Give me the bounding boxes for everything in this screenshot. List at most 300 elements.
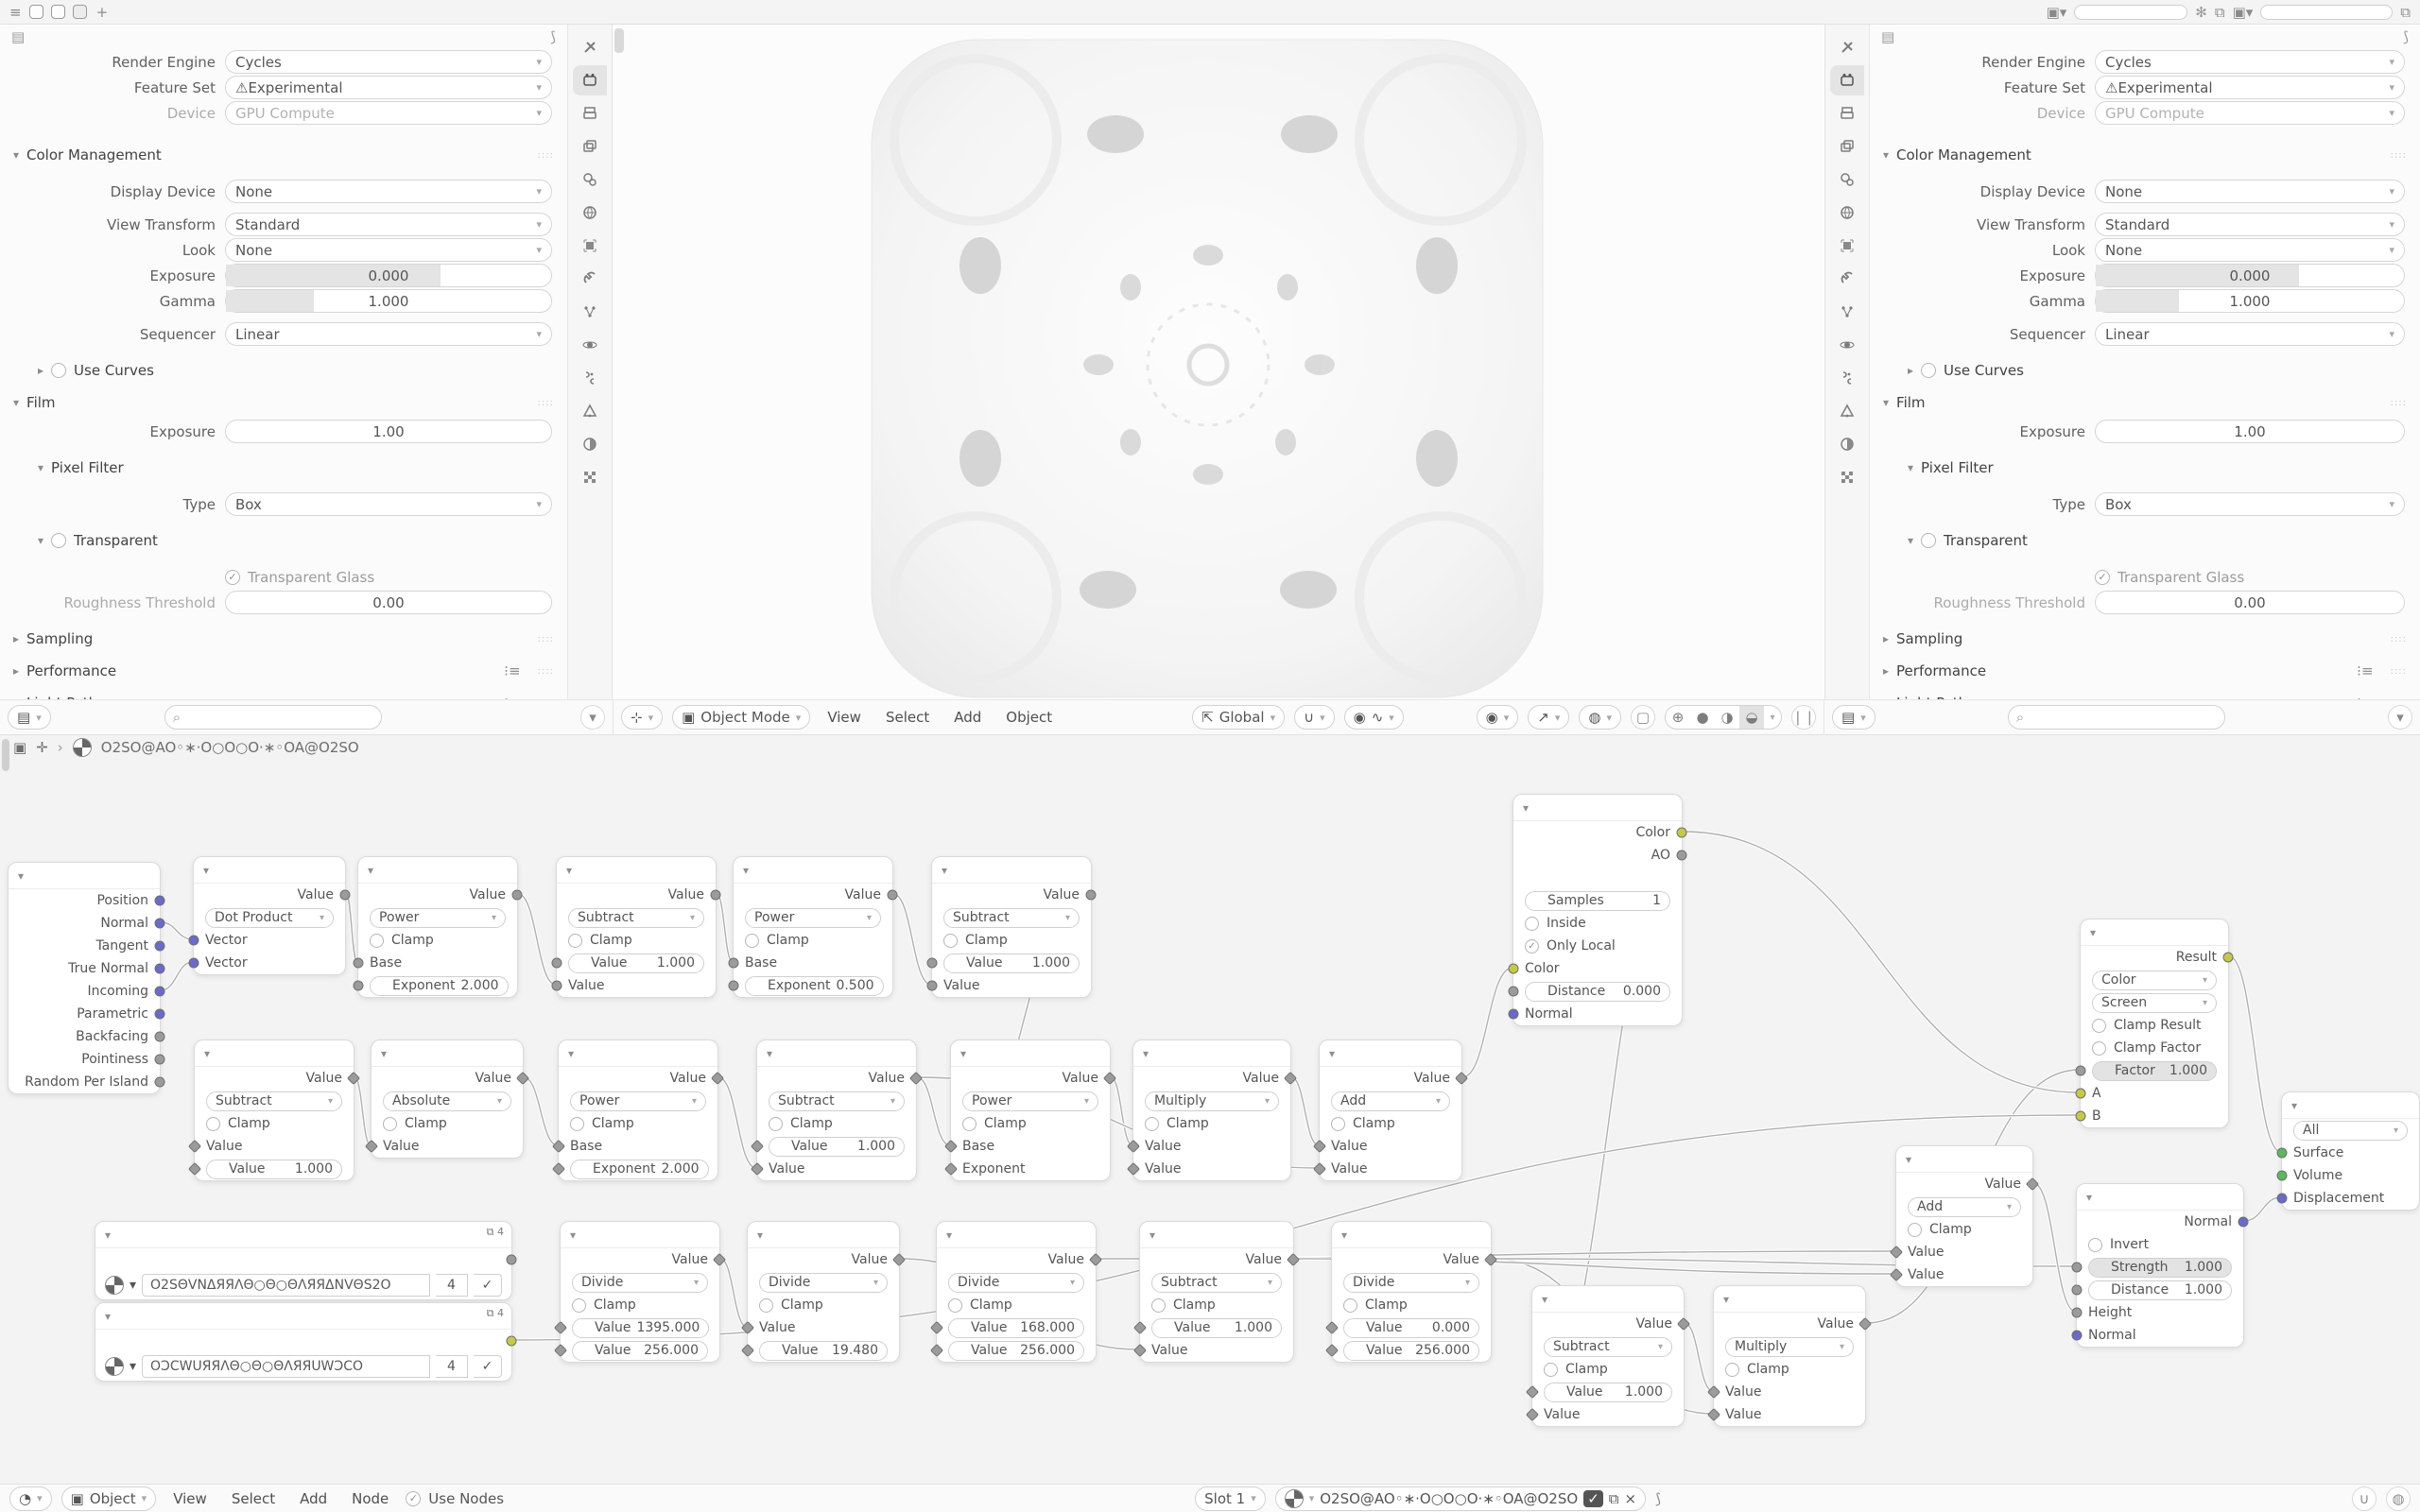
node-18[interactable] [95, 1221, 512, 1300]
checkbox-icon[interactable] [1525, 917, 1539, 931]
datablock-name[interactable]: OƆCWUЯЯΛΘ○Θ○ΘΛЯЯUWƆCO [142, 1355, 430, 1378]
viewport-3d[interactable] [613, 25, 1824, 699]
value-field-value[interactable] [572, 1341, 708, 1361]
node-editor-canvas[interactable] [0, 760, 2420, 1484]
dropdown-device[interactable] [225, 101, 552, 125]
node-24[interactable] [1331, 1221, 1492, 1363]
node-11[interactable] [1132, 1040, 1291, 1181]
slot-dropdown[interactable]: Slot 1 ▾ [1195, 1486, 1266, 1511]
value-field-value[interactable] [769, 1137, 905, 1157]
node-14[interactable] [1895, 1145, 2033, 1287]
socket-in-value[interactable] [927, 981, 938, 991]
node-8[interactable] [558, 1040, 718, 1181]
shader-type-dropdown[interactable]: ▣ Object ▾ [61, 1486, 157, 1511]
tab-particles-icon[interactable] [1830, 297, 1864, 327]
input-exposure[interactable] [225, 420, 552, 443]
shield-icon[interactable]: ✓ [474, 1355, 502, 1378]
node-12[interactable] [1319, 1040, 1462, 1181]
collapse-chevron-icon[interactable]: ▾ [2090, 925, 2097, 939]
operation-dropdown[interactable] [759, 1273, 888, 1293]
tab-tool-icon[interactable] [1830, 32, 1864, 62]
dropdown-render-engine[interactable] [2095, 50, 2405, 74]
close-icon[interactable]: × [1624, 1489, 1637, 1507]
operation-dropdown[interactable] [572, 1273, 708, 1293]
section-performance[interactable] [0, 655, 567, 687]
socket-out-normal[interactable] [155, 919, 165, 929]
node-10[interactable] [950, 1040, 1111, 1181]
node-25[interactable] [1531, 1285, 1685, 1427]
overlays-dropdown[interactable]: ◍ ▾ [1579, 705, 1621, 730]
socket-in-normal[interactable] [1509, 1009, 1519, 1020]
tab-constraints-icon[interactable] [1830, 363, 1864, 393]
node-20[interactable] [560, 1221, 720, 1363]
dropdown-view-transform[interactable] [2095, 213, 2405, 236]
operation-dropdown[interactable] [1343, 1273, 1479, 1293]
node-16[interactable] [2281, 1091, 2420, 1211]
shading-material-button[interactable]: ◑ [1720, 709, 1734, 726]
operation-dropdown[interactable] [370, 908, 506, 928]
socket-in-vector[interactable] [189, 958, 199, 969]
socket-out-value[interactable] [888, 890, 898, 901]
socket-out-incoming[interactable] [155, 987, 165, 997]
socket-in-base[interactable] [354, 958, 364, 969]
checkbox-icon[interactable] [1343, 1298, 1357, 1313]
collapse-chevron-icon[interactable]: ▾ [568, 1046, 575, 1060]
shading-solid-button[interactable]: ● [1696, 709, 1709, 726]
checkbox-icon[interactable] [769, 1117, 783, 1131]
node-7[interactable] [371, 1040, 524, 1159]
socket-in-height[interactable] [2072, 1308, 2083, 1318]
value-field-exponent[interactable] [745, 976, 884, 996]
operation-dropdown[interactable] [1151, 1273, 1282, 1293]
window-tab-3[interactable] [73, 5, 87, 19]
menu-object[interactable]: Object [1006, 709, 1053, 726]
node-19[interactable] [95, 1302, 512, 1382]
node-4[interactable] [733, 856, 893, 998]
checkbox-icon[interactable] [206, 1117, 220, 1131]
collapse-chevron-icon[interactable]: ▾ [1150, 1228, 1156, 1242]
socket-out-value[interactable] [1086, 890, 1097, 901]
subsection-use-curves[interactable] [0, 354, 567, 387]
socket-out-result[interactable] [2223, 953, 2234, 963]
socket-out-value[interactable] [512, 890, 523, 901]
tab-particles-icon[interactable] [573, 297, 607, 327]
collapse-chevron-icon[interactable]: ▾ [105, 1309, 112, 1323]
image-dropdown-icon[interactable]: ▣▾ [2046, 3, 2067, 21]
subsection-pixel-filter[interactable] [0, 452, 567, 484]
checkbox-icon[interactable] [745, 934, 759, 948]
collapse-chevron-icon[interactable]: ▾ [203, 863, 210, 877]
tab-view-layer-icon[interactable] [1830, 131, 1864, 162]
checkbox-icon[interactable] [1725, 1363, 1739, 1377]
value-field-value[interactable] [572, 1318, 709, 1338]
collapse-chevron-icon[interactable]: ▾ [566, 863, 573, 877]
pause-render-button[interactable]: ❘❘ [1791, 705, 1816, 730]
tab-object-icon[interactable] [1830, 231, 1864, 261]
node-3[interactable] [556, 856, 717, 998]
properties-search-input[interactable]: ⌕ [2008, 705, 2225, 730]
menu-add[interactable]: Add [954, 709, 982, 726]
operation-dropdown[interactable] [745, 908, 881, 928]
checkbox-icon[interactable] [1921, 363, 1936, 378]
socket-out-ao[interactable] [1677, 850, 1687, 861]
value-field-exponent[interactable] [570, 1160, 709, 1179]
gizmo-dropdown[interactable]: ↗ ▾ [1528, 705, 1569, 730]
socket-out-pointiness[interactable] [155, 1055, 165, 1065]
socket-out-true-normal[interactable] [155, 964, 165, 974]
socket-in-volume[interactable] [2277, 1171, 2288, 1181]
collapse-chevron-icon[interactable]: ▾ [1143, 1046, 1150, 1060]
value-field-value[interactable] [759, 1341, 888, 1361]
socket-in-value[interactable] [552, 981, 562, 991]
node-9[interactable] [756, 1040, 917, 1181]
filter-icon[interactable]: ▤ [11, 28, 26, 45]
socket-in-displacement[interactable] [2277, 1194, 2288, 1204]
properties-search-input[interactable]: ⌕ [164, 705, 382, 730]
checkbox-icon[interactable] [2092, 1019, 2106, 1033]
operation-dropdown[interactable] [1908, 1197, 2021, 1217]
tab-output-icon[interactable] [1830, 98, 1864, 129]
value-field-value[interactable] [1343, 1341, 1479, 1361]
operation-dropdown[interactable] [948, 1273, 1084, 1293]
collapse-chevron-icon[interactable]: ▾ [2291, 1098, 2298, 1112]
socket-out-img[interactable] [507, 1336, 517, 1347]
shield-icon[interactable]: ✓ [1583, 1490, 1603, 1507]
shading-wireframe-button[interactable]: ⊕ [1671, 709, 1685, 726]
checkbox-icon[interactable] [1151, 1298, 1166, 1313]
checkbox-icon[interactable] [1908, 1223, 1922, 1237]
tab-render-icon[interactable] [1830, 65, 1864, 95]
image-dropdown-icon-2[interactable]: ▣▾ [2232, 3, 2254, 21]
socket-in-factor[interactable] [2076, 1066, 2086, 1076]
value-field-value[interactable] [948, 1318, 1084, 1338]
socket-out-random-per-island[interactable] [155, 1077, 165, 1088]
socket-out-parametric[interactable] [155, 1009, 165, 1020]
address-input[interactable] [2074, 5, 2187, 20]
overlays-icon[interactable]: ◍ [2386, 1486, 2411, 1511]
socket-out-backfacing[interactable] [155, 1032, 165, 1042]
socket-in-value[interactable] [552, 958, 562, 969]
value-field-distance[interactable] [2088, 1280, 2232, 1300]
checkbox-icon[interactable] [2088, 1238, 2102, 1252]
value-field-value[interactable] [1151, 1318, 1282, 1338]
pin-icon[interactable]: ⟆ [1655, 1489, 1661, 1507]
collapse-chevron-icon[interactable]: ▾ [204, 1046, 211, 1060]
checkbox-icon[interactable] [572, 1298, 586, 1313]
input-exposure[interactable] [225, 264, 552, 287]
copy-icon[interactable]: ⧉ [1608, 1489, 1619, 1507]
proportional-edit-dropdown[interactable]: ◉ ∿ ▾ [1344, 705, 1404, 730]
tab-object-data-icon[interactable] [1830, 396, 1864, 426]
value-field-samples[interactable] [1525, 891, 1670, 911]
node-editor-scrollbar[interactable] [2, 739, 9, 771]
window-tab-1[interactable] [29, 5, 43, 19]
collapse-chevron-icon[interactable]: ▾ [1723, 1292, 1730, 1306]
checkbox-icon[interactable] [568, 934, 582, 948]
tab-scene-icon[interactable] [573, 164, 607, 195]
tab-scene-icon[interactable] [1830, 164, 1864, 195]
tab-modifiers-icon[interactable] [1830, 264, 1864, 294]
dropdown-look[interactable] [225, 238, 552, 262]
node-17[interactable] [2076, 1183, 2244, 1348]
sparkle-icon[interactable]: ✻ [2195, 3, 2207, 21]
collapse-chevron-icon[interactable]: ▾ [1906, 1152, 1912, 1166]
operation-dropdown[interactable] [769, 1091, 905, 1111]
checkbox-transparent-glass[interactable] [225, 569, 374, 586]
operation-dropdown[interactable] [1331, 1091, 1450, 1111]
value-field-value[interactable] [948, 1341, 1084, 1361]
material-sphere-icon[interactable] [105, 1357, 124, 1376]
checkbox-icon[interactable] [2092, 1041, 2106, 1056]
tab-physics-icon[interactable] [573, 330, 607, 360]
socket-out-color[interactable] [1677, 828, 1687, 838]
operation-dropdown[interactable] [206, 1091, 342, 1111]
tab-view-layer-icon[interactable] [573, 131, 607, 162]
node-21[interactable] [747, 1221, 900, 1363]
dropdown-view-transform[interactable] [225, 213, 552, 236]
socket-in-b[interactable] [2076, 1111, 2086, 1122]
input-exposure[interactable] [2095, 264, 2405, 287]
window-tab-2[interactable] [51, 5, 65, 19]
dropdown-display-device[interactable] [2095, 180, 2405, 203]
node-1[interactable] [193, 856, 346, 975]
copy-icon[interactable]: ⧉ [2214, 3, 2225, 21]
collapse-chevron-icon[interactable]: ▾ [1329, 1046, 1336, 1060]
operation-dropdown[interactable] [568, 908, 704, 928]
node-15[interactable] [2080, 919, 2229, 1128]
input-gamma[interactable] [2095, 289, 2405, 313]
value-field-value[interactable] [568, 954, 704, 973]
datablock-name[interactable]: O2SΘVNΔЯЯΛΘ○Θ○ΘΛЯЯΔNVΘS2O [142, 1274, 430, 1297]
dropdown-feature-set[interactable] [2095, 76, 2405, 99]
checkbox-icon[interactable] [51, 533, 66, 548]
value-field-factor[interactable] [2092, 1061, 2217, 1081]
node-2[interactable] [357, 856, 518, 998]
section-color-management[interactable] [1870, 139, 2420, 171]
collapse-chevron-icon[interactable]: ▾ [767, 1046, 773, 1060]
operation-dropdown[interactable] [383, 1091, 511, 1111]
socket-out-value[interactable] [340, 890, 351, 901]
socket-in-exponent[interactable] [729, 981, 739, 991]
socket-in-color[interactable] [1509, 964, 1519, 974]
socket-out-normal[interactable] [2238, 1217, 2249, 1228]
node-13[interactable] [1512, 794, 1683, 1026]
collapse-chevron-icon[interactable]: ▾ [1523, 800, 1530, 815]
tab-object-data-icon[interactable] [573, 396, 607, 426]
checkbox-icon[interactable] [962, 1117, 977, 1131]
node-22[interactable] [936, 1221, 1097, 1363]
node-26[interactable] [1713, 1285, 1866, 1427]
subsection-use-curves[interactable] [1870, 354, 2420, 387]
menu-view[interactable]: View [827, 709, 861, 726]
users-count[interactable]: 4 [436, 1274, 468, 1297]
checkbox-icon[interactable] [1145, 1117, 1159, 1131]
menu-select[interactable]: Select [885, 709, 930, 726]
options-chevron-icon[interactable]: ▾ [2388, 705, 2412, 730]
operation-dropdown[interactable] [570, 1091, 706, 1111]
socket-in-vector[interactable] [189, 936, 199, 946]
checkbox-icon[interactable]: ✓ [1525, 939, 1539, 954]
subsection-transparent[interactable] [1870, 524, 2420, 557]
collapse-chevron-icon[interactable]: ▾ [570, 1228, 577, 1242]
node-0[interactable] [8, 862, 161, 1094]
dropdown-device[interactable] [2095, 101, 2405, 125]
collapse-chevron-icon[interactable]: ▾ [105, 1228, 112, 1242]
operation-dropdown[interactable] [2293, 1121, 2408, 1141]
material-datablock[interactable]: ▾ O2SO@AO◦∗·O○O○O·∗◦OA@O2SO ✓ ⧉ × [1275, 1486, 1646, 1511]
socket-out-tangent[interactable] [155, 941, 165, 952]
dropdown-display-device[interactable] [225, 180, 552, 203]
tab-material-icon[interactable] [573, 429, 607, 459]
value-field-value[interactable] [206, 1160, 342, 1179]
tab-render-icon[interactable] [573, 65, 607, 95]
value-field-distance[interactable] [1525, 982, 1670, 1002]
tab-world-icon[interactable] [573, 198, 607, 228]
pin-icon[interactable]: ⟆ [2403, 28, 2409, 45]
collapse-chevron-icon[interactable]: ▾ [946, 1228, 953, 1242]
orientation-dropdown[interactable]: ⇱ Global ▾ [1192, 705, 1285, 730]
tab-output-icon[interactable] [573, 98, 607, 129]
dropdown-sequencer[interactable] [2095, 322, 2405, 346]
shading-rendered-button[interactable]: ◒ [1739, 706, 1764, 729]
operation-dropdown[interactable] [1145, 1091, 1279, 1111]
tab-object-icon[interactable] [573, 231, 607, 261]
collapse-chevron-icon[interactable]: ▾ [757, 1228, 764, 1242]
checkbox-transparent-glass[interactable] [2095, 569, 2244, 586]
snap-dropdown[interactable]: ∪ ▾ [1294, 705, 1335, 730]
menu-add[interactable]: Add [300, 1489, 328, 1507]
socket-in-strength[interactable] [2072, 1263, 2083, 1273]
users-count[interactable]: 4 [436, 1355, 468, 1378]
mode-dropdown[interactable]: ▣ Object Mode ▾ [672, 705, 810, 730]
section-film[interactable] [1870, 387, 2420, 419]
checkbox-icon[interactable] [948, 1298, 962, 1313]
operation-dropdown[interactable] [962, 1091, 1098, 1111]
value-field-value[interactable] [943, 954, 1080, 973]
use-nodes-checkbox[interactable]: ✓ Use Nodes [406, 1490, 504, 1507]
new-tab-button[interactable]: + [95, 3, 109, 21]
input-roughness-threshold[interactable] [225, 591, 552, 614]
checkbox-icon[interactable] [943, 934, 958, 948]
value-field-value[interactable] [1343, 1318, 1479, 1338]
tab-tool-icon[interactable] [573, 32, 607, 62]
viewport-scrollbar[interactable] [614, 28, 624, 53]
section-sampling[interactable] [0, 623, 567, 655]
collapse-chevron-icon[interactable]: ▾ [1341, 1228, 1348, 1242]
pin-icon[interactable]: ⟆ [550, 28, 556, 45]
operation-dropdown[interactable] [1725, 1337, 1854, 1357]
section-film[interactable] [0, 387, 567, 419]
tab-physics-icon[interactable] [1830, 330, 1864, 360]
editor-type-button[interactable]: ⊹ ▾ [621, 705, 663, 730]
socket-in-base[interactable] [729, 958, 739, 969]
socket-in-distance[interactable] [1509, 987, 1519, 997]
checkbox-icon[interactable] [1921, 533, 1936, 548]
input-exposure[interactable] [2095, 420, 2405, 443]
snap-icon[interactable]: ∪ [2352, 1486, 2377, 1511]
operation-dropdown[interactable] [2092, 993, 2217, 1013]
node-5[interactable] [931, 856, 1092, 998]
collapse-chevron-icon[interactable]: ▾ [368, 863, 374, 877]
tab-constraints-icon[interactable] [573, 363, 607, 393]
socket-out-value[interactable] [711, 890, 721, 901]
value-field-value[interactable] [1544, 1383, 1672, 1402]
socket-out-img[interactable] [507, 1255, 517, 1265]
checkbox-icon[interactable] [759, 1298, 773, 1313]
menu-node[interactable]: Node [352, 1489, 389, 1507]
operation-dropdown[interactable] [2092, 971, 2217, 990]
dropdown-type[interactable] [225, 492, 552, 516]
shield-icon[interactable]: ✓ [474, 1274, 502, 1297]
operation-dropdown[interactable] [943, 908, 1080, 928]
dropdown-feature-set[interactable] [225, 76, 552, 99]
dropdown-render-engine[interactable] [225, 50, 552, 74]
tab-world-icon[interactable] [1830, 198, 1864, 228]
value-field-exponent[interactable] [370, 976, 509, 996]
dropdown-look[interactable] [2095, 238, 2405, 262]
socket-in-value[interactable] [927, 958, 938, 969]
hamburger-menu-icon[interactable]: ≡ [9, 3, 22, 21]
subsection-pixel-filter[interactable] [1870, 452, 2420, 484]
section-performance[interactable] [1870, 655, 2420, 687]
copy-icon-2[interactable]: ⧉ [2400, 3, 2411, 21]
visibility-dropdown[interactable]: ◉ ▾ [1477, 705, 1519, 730]
options-chevron-icon[interactable]: ▾ [580, 705, 605, 730]
tab-material-icon[interactable] [1830, 429, 1864, 459]
menu-select[interactable]: Select [231, 1489, 276, 1507]
value-field-strength[interactable] [2088, 1258, 2232, 1278]
section-sampling[interactable] [1870, 623, 2420, 655]
checkbox-icon[interactable] [1331, 1117, 1345, 1131]
section-color-management[interactable] [0, 139, 567, 171]
node-23[interactable] [1139, 1221, 1294, 1363]
operation-dropdown[interactable] [205, 908, 334, 928]
collapse-chevron-icon[interactable]: ▾ [381, 1046, 388, 1060]
material-sphere-icon[interactable] [105, 1276, 124, 1295]
checkbox-icon[interactable] [1544, 1363, 1558, 1377]
dropdown-type[interactable] [2095, 492, 2405, 516]
input-roughness-threshold[interactable] [2095, 591, 2405, 614]
socket-in-surface[interactable] [2277, 1148, 2288, 1159]
address-input-2[interactable] [2260, 5, 2393, 20]
checkbox-icon[interactable] [383, 1117, 397, 1131]
editor-type-button[interactable]: ◔ ▾ [9, 1486, 52, 1511]
subsection-transparent[interactable] [0, 524, 567, 557]
collapse-chevron-icon[interactable]: ▾ [2086, 1190, 2093, 1204]
socket-in-exponent[interactable] [354, 981, 364, 991]
dropdown-sequencer[interactable] [225, 322, 552, 346]
tab-texture-icon[interactable] [1830, 462, 1864, 492]
material-breadcrumb-name[interactable]: O2SO@AO◦∗·O○O○O·∗◦OA@O2SO [100, 739, 359, 756]
editor-type-button[interactable]: ▤ ▾ [8, 705, 51, 730]
socket-in-distance[interactable] [2072, 1285, 2083, 1296]
tab-texture-icon[interactable] [573, 462, 607, 492]
socket-in-a[interactable] [2076, 1089, 2086, 1099]
socket-out-position[interactable] [155, 896, 165, 906]
input-gamma[interactable] [225, 289, 552, 313]
checkbox-icon[interactable] [370, 934, 384, 948]
operation-dropdown[interactable] [1544, 1337, 1672, 1357]
checkbox-icon[interactable] [570, 1117, 584, 1131]
collapse-chevron-icon[interactable]: ▾ [1542, 1292, 1548, 1306]
tab-modifiers-icon[interactable] [573, 264, 607, 294]
collapse-chevron-icon[interactable]: ▾ [960, 1046, 967, 1060]
xray-toggle[interactable]: ▢ [1631, 705, 1655, 730]
filter-icon[interactable]: ▤ [1881, 28, 1895, 45]
collapse-chevron-icon[interactable]: ▾ [18, 868, 25, 883]
menu-view[interactable]: View [173, 1489, 207, 1507]
collapse-chevron-icon[interactable]: ▾ [942, 863, 948, 877]
